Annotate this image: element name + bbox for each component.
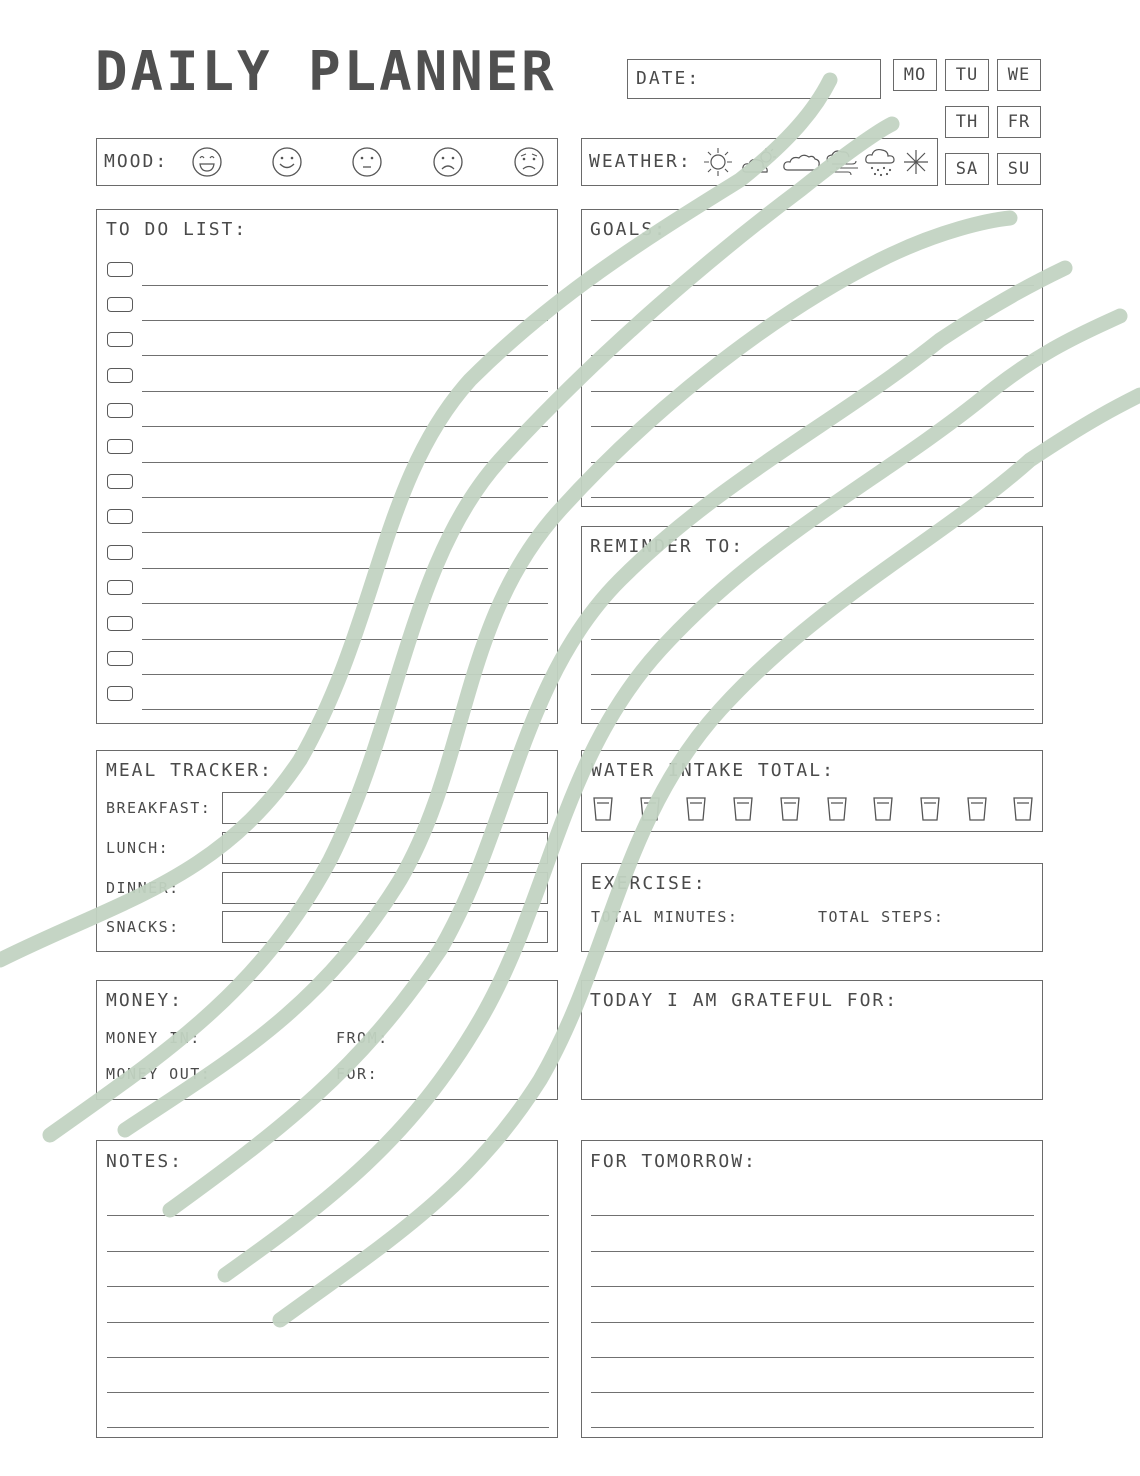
total-minutes-label: TOTAL MINUTES: (591, 908, 739, 926)
day-we[interactable]: WE (997, 59, 1041, 91)
neutral-face-icon[interactable] (351, 146, 383, 178)
notes-line[interactable] (107, 1215, 549, 1216)
todo-line[interactable] (142, 426, 548, 427)
goals-line[interactable] (591, 462, 1034, 463)
todo-line[interactable] (142, 568, 548, 569)
todo-line[interactable] (142, 532, 548, 533)
windy-icon[interactable] (824, 148, 862, 176)
water-cup-icon[interactable] (732, 796, 754, 822)
mood-label: MOOD: (104, 151, 169, 172)
reminder-line[interactable] (591, 603, 1034, 604)
water-cup-icon[interactable] (919, 796, 941, 822)
goals-line[interactable] (591, 497, 1034, 498)
money-for-label: FOR: (336, 1065, 379, 1083)
money-label: MONEY: (106, 990, 184, 1011)
very-happy-face-icon[interactable] (191, 146, 223, 178)
goals-line[interactable] (591, 426, 1034, 427)
sad-face-icon[interactable] (432, 146, 464, 178)
todo-checkbox[interactable] (107, 474, 133, 489)
water-cup-icon[interactable] (826, 796, 848, 822)
todo-checkbox[interactable] (107, 297, 133, 312)
reminder-label: REMINDER TO: (590, 536, 745, 557)
water-cup-icon[interactable] (779, 796, 801, 822)
notes-line[interactable] (107, 1322, 549, 1323)
sun-icon[interactable] (702, 146, 734, 178)
money-out-label: MONEY OUT: (106, 1065, 212, 1083)
snacks-field[interactable] (222, 911, 548, 943)
partly-cloudy-icon[interactable] (740, 146, 780, 178)
goals-line[interactable] (591, 355, 1034, 356)
tomorrow-line[interactable] (591, 1251, 1034, 1252)
breakfast-field[interactable] (222, 792, 548, 824)
reminder-line[interactable] (591, 709, 1034, 710)
goals-line[interactable] (591, 320, 1034, 321)
exercise-label: EXERCISE: (591, 873, 707, 894)
notes-line[interactable] (107, 1392, 549, 1393)
reminder-line[interactable] (591, 674, 1034, 675)
day-mo[interactable]: MO (893, 59, 937, 91)
todo-checkbox[interactable] (107, 545, 133, 560)
todo-line[interactable] (142, 497, 548, 498)
tomorrow-line[interactable] (591, 1215, 1034, 1216)
snacks-label: SNACKS: (106, 918, 180, 936)
water-cup-icon[interactable] (1012, 796, 1034, 822)
todo-checkbox[interactable] (107, 651, 133, 666)
day-su[interactable]: SU (997, 153, 1041, 185)
cloudy-icon[interactable] (782, 148, 822, 176)
todo-line[interactable] (142, 674, 548, 675)
todo-checkbox[interactable] (107, 686, 133, 701)
total-steps-label: TOTAL STEPS: (818, 908, 945, 926)
grateful-label: TODAY I AM GRATEFUL FOR: (590, 990, 899, 1011)
todo-label: TO DO LIST: (106, 219, 248, 240)
water-cup-icon[interactable] (872, 796, 894, 822)
todo-line[interactable] (142, 285, 548, 286)
water-cup-icon[interactable] (685, 796, 707, 822)
weather-label: WEATHER: (589, 151, 692, 172)
notes-label: NOTES: (106, 1151, 184, 1172)
tomorrow-line[interactable] (591, 1286, 1034, 1287)
goals-label: GOALS: (590, 219, 668, 240)
page-title: DAILY PLANNER (95, 40, 557, 103)
goals-line[interactable] (591, 391, 1034, 392)
todo-line[interactable] (142, 355, 548, 356)
reminder-line[interactable] (591, 639, 1034, 640)
todo-checkbox[interactable] (107, 509, 133, 524)
notes-line[interactable] (107, 1251, 549, 1252)
todo-line[interactable] (142, 320, 548, 321)
meal-tracker-label: MEAL TRACKER: (106, 760, 273, 781)
tomorrow-line[interactable] (591, 1392, 1034, 1393)
lunch-label: LUNCH: (106, 839, 170, 857)
notes-line[interactable] (107, 1357, 549, 1358)
money-from-label: FROM: (336, 1029, 389, 1047)
todo-line[interactable] (142, 391, 548, 392)
happy-face-icon[interactable] (271, 146, 303, 178)
tomorrow-section (581, 1140, 1043, 1438)
lunch-field[interactable] (222, 832, 548, 864)
notes-section (96, 1140, 558, 1438)
notes-line[interactable] (107, 1286, 549, 1287)
water-cup-icon[interactable] (966, 796, 988, 822)
todo-checkbox[interactable] (107, 368, 133, 383)
water-cup-icon[interactable] (639, 796, 661, 822)
todo-line[interactable] (142, 639, 548, 640)
breakfast-label: BREAKFAST: (106, 799, 212, 817)
todo-checkbox[interactable] (107, 616, 133, 631)
todo-checkbox[interactable] (107, 332, 133, 347)
todo-checkbox[interactable] (107, 262, 133, 277)
snow-icon[interactable] (902, 148, 930, 176)
day-tu[interactable]: TU (945, 59, 989, 91)
tomorrow-line[interactable] (591, 1427, 1034, 1428)
dinner-label: DINNER: (106, 879, 180, 897)
todo-line[interactable] (142, 603, 548, 604)
water-cup-icon[interactable] (592, 796, 614, 822)
very-sad-face-icon[interactable] (513, 146, 545, 178)
tomorrow-line[interactable] (591, 1322, 1034, 1323)
dinner-field[interactable] (222, 872, 548, 904)
todo-line[interactable] (142, 462, 548, 463)
goals-line[interactable] (591, 285, 1034, 286)
todo-section (96, 209, 558, 724)
water-intake-label: WATER INTAKE TOTAL: (591, 760, 835, 781)
tomorrow-line[interactable] (591, 1357, 1034, 1358)
day-sa[interactable]: SA (945, 153, 989, 185)
todo-checkbox[interactable] (107, 439, 133, 454)
day-fr[interactable]: FR (997, 106, 1041, 138)
day-th[interactable]: TH (945, 106, 989, 138)
date-label: DATE: (636, 68, 701, 89)
money-in-label: MONEY IN: (106, 1029, 201, 1047)
tomorrow-label: FOR TOMORROW: (590, 1151, 757, 1172)
todo-checkbox[interactable] (107, 403, 133, 418)
notes-line[interactable] (107, 1427, 549, 1428)
rain-icon[interactable] (864, 146, 900, 178)
todo-checkbox[interactable] (107, 580, 133, 595)
todo-line[interactable] (142, 709, 548, 710)
